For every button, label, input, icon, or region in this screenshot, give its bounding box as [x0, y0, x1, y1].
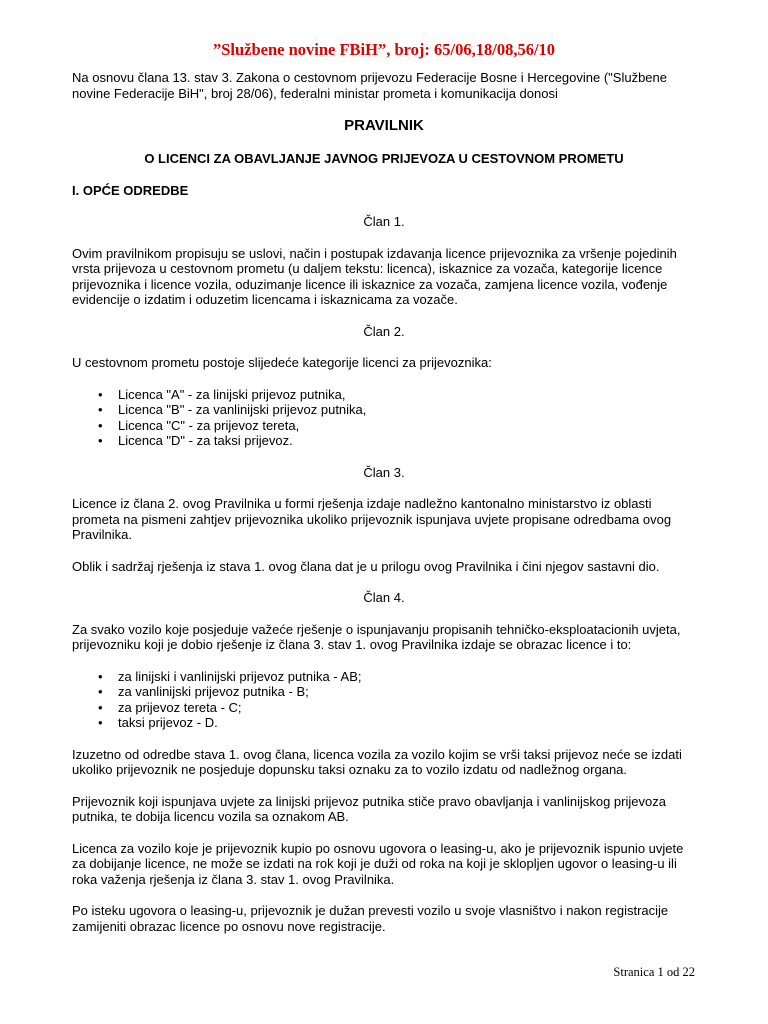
article-2-list	[72, 387, 696, 449]
article-4-heading: Član 4.	[363, 590, 405, 605]
list-item: • Licenca "C" - za prijevoz tereta,	[72, 418, 696, 434]
document-page	[72, 40, 696, 950]
article-3-paragraph-2: Oblik i sadržaj rješenja iz stava 1. ovog člana dat je u prilogu ovog Pravilnika i čini njegov sastavni dio.	[72, 558, 660, 574]
document-subtitle: O LICENCI ZA OBAVLJANJE JAVNOG PRIJEVOZA U CESTOVNOM PROMETU	[144, 151, 624, 166]
article-4-list	[72, 669, 696, 731]
list-item: • za linijski i vanlinijski prijevoz putnika - AB;	[72, 669, 696, 685]
list-item: • Licenca "B" - za vanlinijski prijevoz putnika,	[72, 402, 696, 418]
gazette-reference: ”Službene novine FBiH”, broj: 65/06,18/08,56/10	[212, 40, 556, 59]
article-2-paragraph: U cestovnom prometu postoje slijedeće kategorije licenci za prijevoznika:	[72, 355, 492, 370]
document-title: PRAVILNIK	[344, 117, 424, 134]
article-4-paragraph-5: Po isteku ugovora o leasing-u, prijevoznik je dužan prevesti vozilo u svoje vlasništvo i nakon registracije zamijeniti obrazac licence po osnovu nove registracije.	[72, 903, 669, 934]
article-3-heading: Član 3.	[363, 464, 405, 480]
article-2-heading: Član 2.	[363, 323, 405, 339]
list-item: • Licenca "D" - za taksi prijevoz.	[72, 433, 696, 449]
article-1-paragraph: Ovim pravilnikom propisuju se uslovi, način i postupak izdavanja licence prijevoznika za vršenje pojedinih vrsta prijevoza u cestovnom prometu (u daljem tekstu: licenca), iskaznice za vozača, kategorije licence prijevoznika i licence vozila, oduzimanje licence ili iskaznice za vozača, zamjena licence vozila, vođenje evidencije o izdatim i oduzetim licencama i iskaznicama za vozače.	[72, 245, 677, 307]
article-4-paragraph-4: Licenca za vozilo koje je prijevoznik kupio po osnovu ugovora o leasing-u, ako je prijevoznik ispunio uvjete za dobijanje licence, ne može se izdati na rok koji je duži od roka na koji je sklopljen ugovor o leasing-u ili roka važenja rješenja iz člana 3. stav 1. ovog Pravilnika.	[72, 840, 684, 887]
article-4-paragraph-3: Prijevoznik koji ispunjava uvjete za linijski prijevoz putnika stiče pravo obavljanja i vanlinijskog prijevoza putnika, te dobija licencu vozila sa oznakom AB.	[72, 793, 666, 824]
article-1-heading: Član 1.	[363, 214, 405, 229]
list-item: • za vanlinijski prijevoz putnika - B;	[72, 684, 696, 700]
page-number: Stranica 1 od 22	[613, 965, 695, 979]
article-4-paragraph-2: Izuzetno od odredbe stava 1. ovog člana, licenca vozila za vozilo kojim se vrši taksi prijevoz neće se izdati ukoliko prijevoznik ne posjeduje dopunsku taksi oznaku za to vozilo izdatu od nadležnog organa.	[72, 746, 682, 777]
section-heading-general: I. OPĆE ODREDBE	[72, 182, 189, 198]
preamble: Na osnovu člana 13. stav 3. Zakona o cestovnom prijevozu Federacije Bosne i Hercegovine ("Službene novine Federacije BiH", broj 28/06), federalni ministar prometa i komunikacija donosi	[72, 70, 667, 101]
list-item: • Licenca "A" - za linijski prijevoz putnika,	[72, 387, 696, 403]
list-item: • taksi prijevoz - D.	[72, 715, 696, 731]
article-3-paragraph-1: Licence iz člana 2. ovog Pravilnika u formi rješenja izdaje nadležno kantonalno ministarstvo iz oblasti prometa na pismeni zahtjev prijevoznika ukoliko prijevoznik ispunjava uvjete propisane odredbama ovog Pravilnika.	[72, 496, 672, 542]
article-4-paragraph-1: Za svako vozilo koje posjeduje važeće rješenje o ispunjavanju propisanih tehničko-eksploatacionih uvjeta, prijevozniku koji je dobio rješenje iz člana 3. stav 1. ovog Pravilnika izdaje se obrazac licence i to:	[72, 621, 681, 652]
list-item: • za prijevoz tereta - C;	[72, 700, 696, 716]
